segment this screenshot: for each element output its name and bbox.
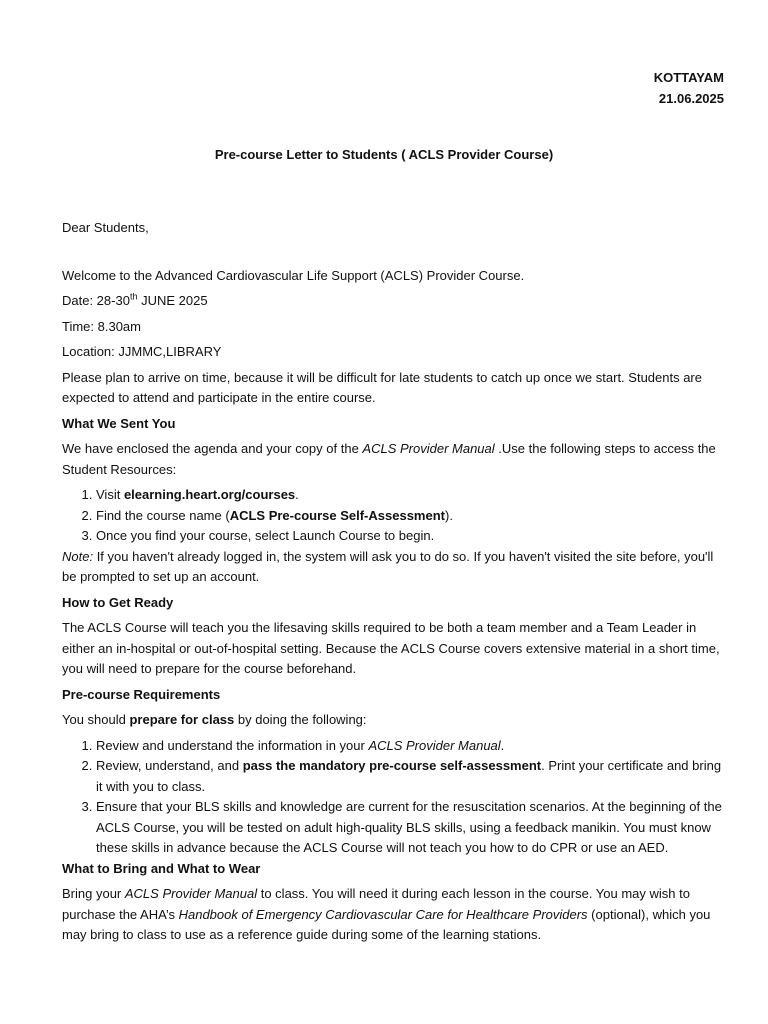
req1-end: . xyxy=(500,737,505,753)
location-line: Location: JJMMC,LIBRARY xyxy=(62,344,222,359)
bring-paragraph xyxy=(62,884,722,946)
letter-title-row xyxy=(0,147,768,162)
sent-paragraph xyxy=(62,439,722,480)
header-location: KOTTAYAM xyxy=(653,70,724,85)
req2-end: . Print your certificate and bring it with you to class. xyxy=(96,758,722,794)
req1-text: Review and understand the information in your xyxy=(96,737,369,753)
welcome-line: Welcome to the Advanced Cardiovascular Life Support (ACLS) Provider Course. xyxy=(62,267,525,283)
letter-header xyxy=(654,67,724,109)
sent-heading: What We Sent You xyxy=(62,415,176,431)
bring-text-b: to class. You will need it during each lesson in the course. You may wish to purchase the AHA’s xyxy=(62,886,690,922)
requirements-intro xyxy=(62,710,722,731)
bring-heading: What to Bring and What to Wear xyxy=(62,860,261,876)
date-prefix: Date: 28-30 xyxy=(62,293,130,308)
requirements-list xyxy=(62,736,722,859)
bring-handbook: Handbook of Emergency Cardiovascular Care for Healthcare Providers xyxy=(178,906,588,922)
note-label: Note: xyxy=(62,548,94,564)
list-item: 3. Once you find your course, select Launch Course to begin. xyxy=(96,526,722,547)
date-suffix: JUNE 2025 xyxy=(137,293,208,308)
step1-end: . xyxy=(295,487,299,502)
letter-body xyxy=(62,218,722,951)
time-line: Time: 8.30am xyxy=(62,318,141,334)
sent-manual: ACLS Provider Manual xyxy=(362,441,495,456)
req2-text: Review, understand, and xyxy=(96,758,243,773)
bring-manual: ACLS Provider Manual xyxy=(124,886,258,901)
arrive-paragraph: Please plan to arrive on time, because it will be difficult for late students to catch up once we start. Students are expected to attend and participate in the entire course. xyxy=(62,369,702,405)
sent-text-a: We have enclosed the agenda and your copy of the xyxy=(62,441,363,456)
list-item xyxy=(96,506,722,527)
list-item xyxy=(96,485,722,506)
step1-link[interactable]: elearning.heart.org/courses xyxy=(123,487,296,502)
note-text: If you haven't already logged in, the system will ask you to do so. If you haven't visited the site before, you'll be prompted to set up an account. xyxy=(62,548,714,584)
req2-bold: pass the mandatory pre-course self-assessment xyxy=(242,758,542,773)
header-date: 21.06.2025 xyxy=(658,91,724,106)
bring-text-a: Bring your xyxy=(62,886,125,901)
req-intro-a: You should xyxy=(62,712,130,727)
step2-text: Find the course name ( xyxy=(96,507,230,523)
bring-text-c: (optional), which you may bring to class to use as a reference guide during some of the learning stations. xyxy=(62,906,711,942)
letter-title: Pre-course Letter to Students ( ACLS Provider Course) xyxy=(214,147,554,162)
sent-steps xyxy=(62,485,722,547)
list-item xyxy=(96,736,722,757)
step2-bold: ACLS Pre-course Self-Assessment xyxy=(229,507,445,523)
date-line xyxy=(62,291,722,312)
step1-text: Visit xyxy=(96,487,124,502)
req1-italic: ACLS Provider Manual xyxy=(368,737,501,753)
req-intro-bold: prepare for class xyxy=(129,712,235,727)
sent-text-b: .Use the following steps to access the Student Resources: xyxy=(62,441,716,477)
list-item: 3. Ensure that your BLS skills and knowledge are current for the resuscitation scenarios. At the beginning of the ACLS Course, you will be tested on adult high-quality BLS skills, using a feedback manikin. You must know these skills in advance because the ACLS Course will not teach you how to do CPR or use an AED. xyxy=(96,797,722,859)
note-paragraph xyxy=(62,547,722,588)
ready-paragraph: The ACLS Course will teach you the lifesaving skills required to be both a team member and a Team Leader in either an in-hospital or out-of-hospital setting. Because the ACLS Course covers extensive material in a short time, you will need to prepare for the course beforehand. xyxy=(62,620,720,676)
req-intro-b: by doing the following: xyxy=(234,712,367,727)
list-item xyxy=(96,756,722,797)
salutation: Dear Students, xyxy=(62,220,149,235)
ready-heading: How to Get Ready xyxy=(62,594,174,610)
date-sup: th xyxy=(129,291,138,302)
step2-end: ). xyxy=(445,507,453,523)
requirements-heading: Pre-course Requirements xyxy=(62,686,221,702)
